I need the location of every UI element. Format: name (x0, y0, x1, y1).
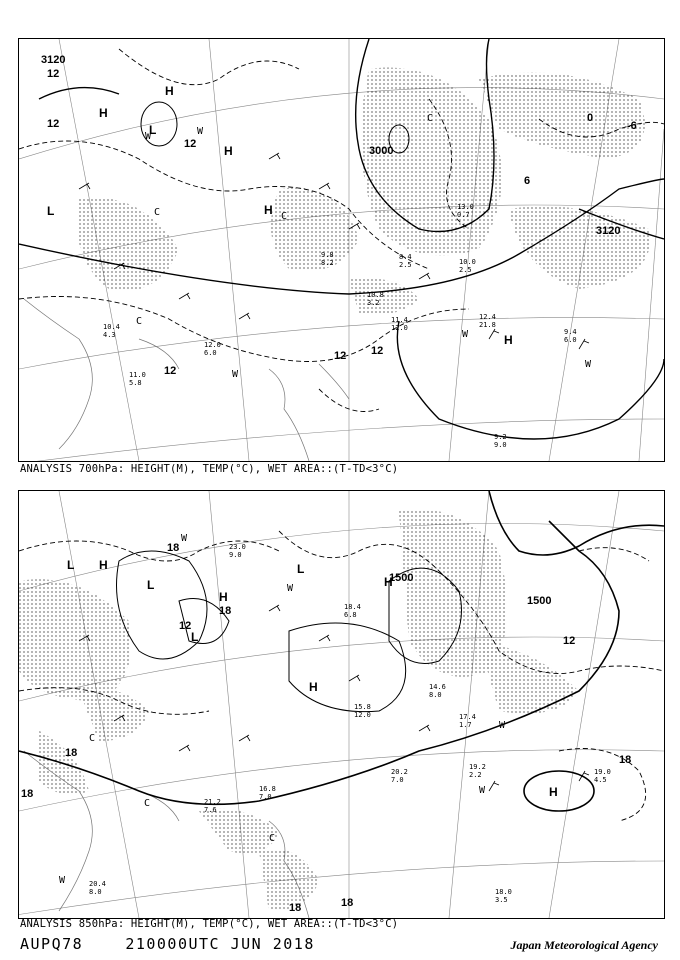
low-pressure-marker: L (149, 123, 157, 137)
station-plot (89, 880, 106, 896)
low-pressure-marker: L (67, 558, 75, 572)
station-dewpoint: 6.0 (204, 349, 217, 357)
temp-label: -6 (627, 120, 637, 132)
low-pressure-marker: L (191, 630, 199, 644)
cold-center-marker: C (269, 833, 276, 844)
cold-center-marker: C (281, 211, 288, 222)
station-temp: 16.8 (259, 785, 276, 793)
station-plot (259, 785, 276, 801)
warm-center-marker: W (59, 875, 66, 886)
high-pressure-marker: H (165, 84, 174, 98)
station-plot (459, 258, 476, 274)
cold-center-marker: C (154, 207, 161, 218)
station-dewpoint: 7.0 (259, 793, 272, 801)
station-plot (459, 713, 476, 729)
analysis-700hpa-map (18, 38, 665, 462)
temp-label: 18 (65, 747, 78, 759)
station-temp: 12.4 (479, 313, 496, 321)
station-dewpoint: 8.0 (89, 888, 102, 896)
high-pressure-marker: H (549, 785, 558, 799)
station-plot (391, 316, 408, 332)
station-temp: 8.4 (399, 253, 412, 261)
station-plot (129, 371, 146, 387)
cold-center-marker: C (144, 798, 151, 809)
station-plot (344, 603, 361, 619)
station-dewpoint: 12.0 (391, 324, 408, 332)
station-temp: 21.2 (204, 798, 221, 806)
high-pressure-marker: H (384, 575, 393, 589)
station-temp: 9.2 (494, 433, 507, 441)
temp-label: 18 (289, 902, 302, 914)
warm-center-marker: W (462, 329, 469, 340)
station-temp: 10.4 (103, 323, 120, 331)
product-header (20, 935, 315, 953)
station-plot (229, 543, 246, 559)
station-dewpoint: 2.2 (469, 771, 482, 779)
warm-center-marker: W (145, 131, 152, 142)
temp-label: 12 (179, 620, 192, 632)
agency-credit: Japan Meteorological Agency (510, 938, 658, 952)
station-plot (495, 888, 512, 904)
station-dewpoint: 3.5 (495, 896, 508, 904)
station-dewpoint: 8.0 (429, 691, 442, 699)
station-temp: 23.0 (229, 543, 246, 551)
station-temp: 10.8 (367, 291, 384, 299)
station-temp: 12.0 (204, 341, 221, 349)
low-pressure-marker: L (147, 578, 155, 592)
station-dewpoint: 9.0 (229, 551, 242, 559)
station-temp: 19.0 (594, 768, 611, 776)
station-plot (204, 341, 221, 357)
temp-label: 18 (219, 605, 232, 617)
station-plot (479, 313, 496, 329)
station-temp: 11.0 (129, 371, 146, 379)
cold-center-marker: C (89, 733, 96, 744)
station-temp: 18.0 (495, 888, 512, 896)
temp-label: 12 (164, 365, 177, 377)
station-plot (429, 683, 446, 699)
warm-center-marker: W (181, 533, 188, 544)
station-temp: 20.2 (391, 768, 408, 776)
warm-center-marker: W (232, 369, 239, 380)
temp-label: 12 (371, 345, 384, 357)
station-plot (399, 253, 412, 269)
product-code: AUPQ78 (20, 935, 84, 953)
station-dewpoint: 12.0 (354, 711, 371, 719)
temp-label: 12 (184, 138, 197, 150)
station-temp: 9.4 (564, 328, 577, 336)
station-dewpoint: 9.0 (494, 441, 507, 449)
warm-center-marker: W (287, 583, 294, 594)
station-plot (354, 703, 371, 719)
warm-center-marker: W (499, 720, 506, 731)
height-label-3120-west: 3120 (41, 54, 66, 66)
temp-label: 0 (587, 112, 594, 124)
station-temp: 18.4 (344, 603, 361, 611)
high-pressure-marker: H (224, 144, 233, 158)
station-dewpoint: 21.8 (479, 321, 496, 329)
station-dewpoint: 3.2 (367, 299, 380, 307)
station-dewpoint: 5.8 (129, 379, 142, 387)
station-dewpoint: 2.5 (399, 261, 412, 269)
warm-center-marker: W (585, 359, 592, 370)
station-temp: 17.4 (459, 713, 476, 721)
valid-time: 210000UTC JUN 2018 (125, 935, 315, 953)
map-850-svg (19, 491, 664, 918)
station-temp: 13.0 (457, 203, 474, 211)
station-temp: 9.8 (321, 251, 334, 259)
station-temp: 11.4 (391, 316, 408, 324)
height-label-3000: 3000 (369, 145, 394, 157)
station-dewpoint: 8.2 (321, 259, 334, 267)
caption-850hpa: ANALYSIS 850hPa: HEIGHT(M), TEMP(°C), WET AREA::(T-TD<3°C) (20, 918, 399, 930)
station-dewpoint: 6.0 (564, 336, 577, 344)
analysis-850hpa-map (18, 490, 665, 919)
cold-center-marker: C (427, 113, 434, 124)
temp-label: 18 (619, 754, 632, 766)
station-dewpoint: 6.8 (344, 611, 357, 619)
station-temp: 10.0 (459, 258, 476, 266)
station-dewpoint: 4.3 (103, 331, 116, 339)
high-pressure-marker: H (99, 558, 108, 572)
low-pressure-marker: L (297, 562, 305, 576)
caption-700hpa: ANALYSIS 700hPa: HEIGHT(M), TEMP(°C), WET AREA::(T-TD<3°C) (20, 463, 399, 475)
station-plot (321, 251, 334, 267)
station-dewpoint: 2.5 (459, 266, 472, 274)
station-plot (564, 328, 577, 344)
height-label-1500: 1500 (527, 595, 552, 607)
low-pressure-marker: L (47, 204, 55, 218)
temp-label: 6 (524, 175, 531, 187)
wet-areas (77, 68, 650, 315)
station-dewpoint: 4.5 (594, 776, 607, 784)
station-temp: 19.2 (469, 763, 486, 771)
high-pressure-marker: H (99, 106, 108, 120)
height-label-1500: 1500 (389, 572, 414, 584)
warm-center-marker: W (479, 785, 486, 796)
station-plot (391, 768, 408, 784)
station-dewpoint: 0.7 (457, 211, 470, 219)
temp-label: 18 (341, 897, 354, 909)
temp-label: 12 (47, 68, 60, 80)
station-plot (103, 323, 120, 339)
station-plot (594, 768, 611, 784)
temp-label: 12 (334, 350, 347, 362)
warm-center-marker: W (197, 126, 204, 137)
station-plot (469, 763, 486, 779)
temp-label: 12 (563, 635, 576, 647)
height-label-3120-east: 3120 (596, 225, 621, 237)
map-700-svg (19, 39, 664, 461)
high-pressure-marker: H (264, 203, 273, 217)
station-temp: 20.4 (89, 880, 106, 888)
temp-label: 18 (21, 788, 34, 800)
temp-label: 18 (167, 542, 180, 554)
high-pressure-marker: H (309, 680, 318, 694)
station-dewpoint: 7.0 (391, 776, 404, 784)
high-pressure-marker: H (219, 590, 228, 604)
cold-center-marker: C (136, 316, 143, 327)
coastlines (24, 299, 349, 461)
temp-label: 12 (47, 118, 60, 130)
high-pressure-marker: H (504, 333, 513, 347)
station-temp: 15.8 (354, 703, 371, 711)
station-dewpoint: 1.7 (459, 721, 472, 729)
station-dewpoint: 7.6 (204, 806, 217, 814)
station-plot (494, 433, 507, 449)
station-temp: 14.6 (429, 683, 446, 691)
